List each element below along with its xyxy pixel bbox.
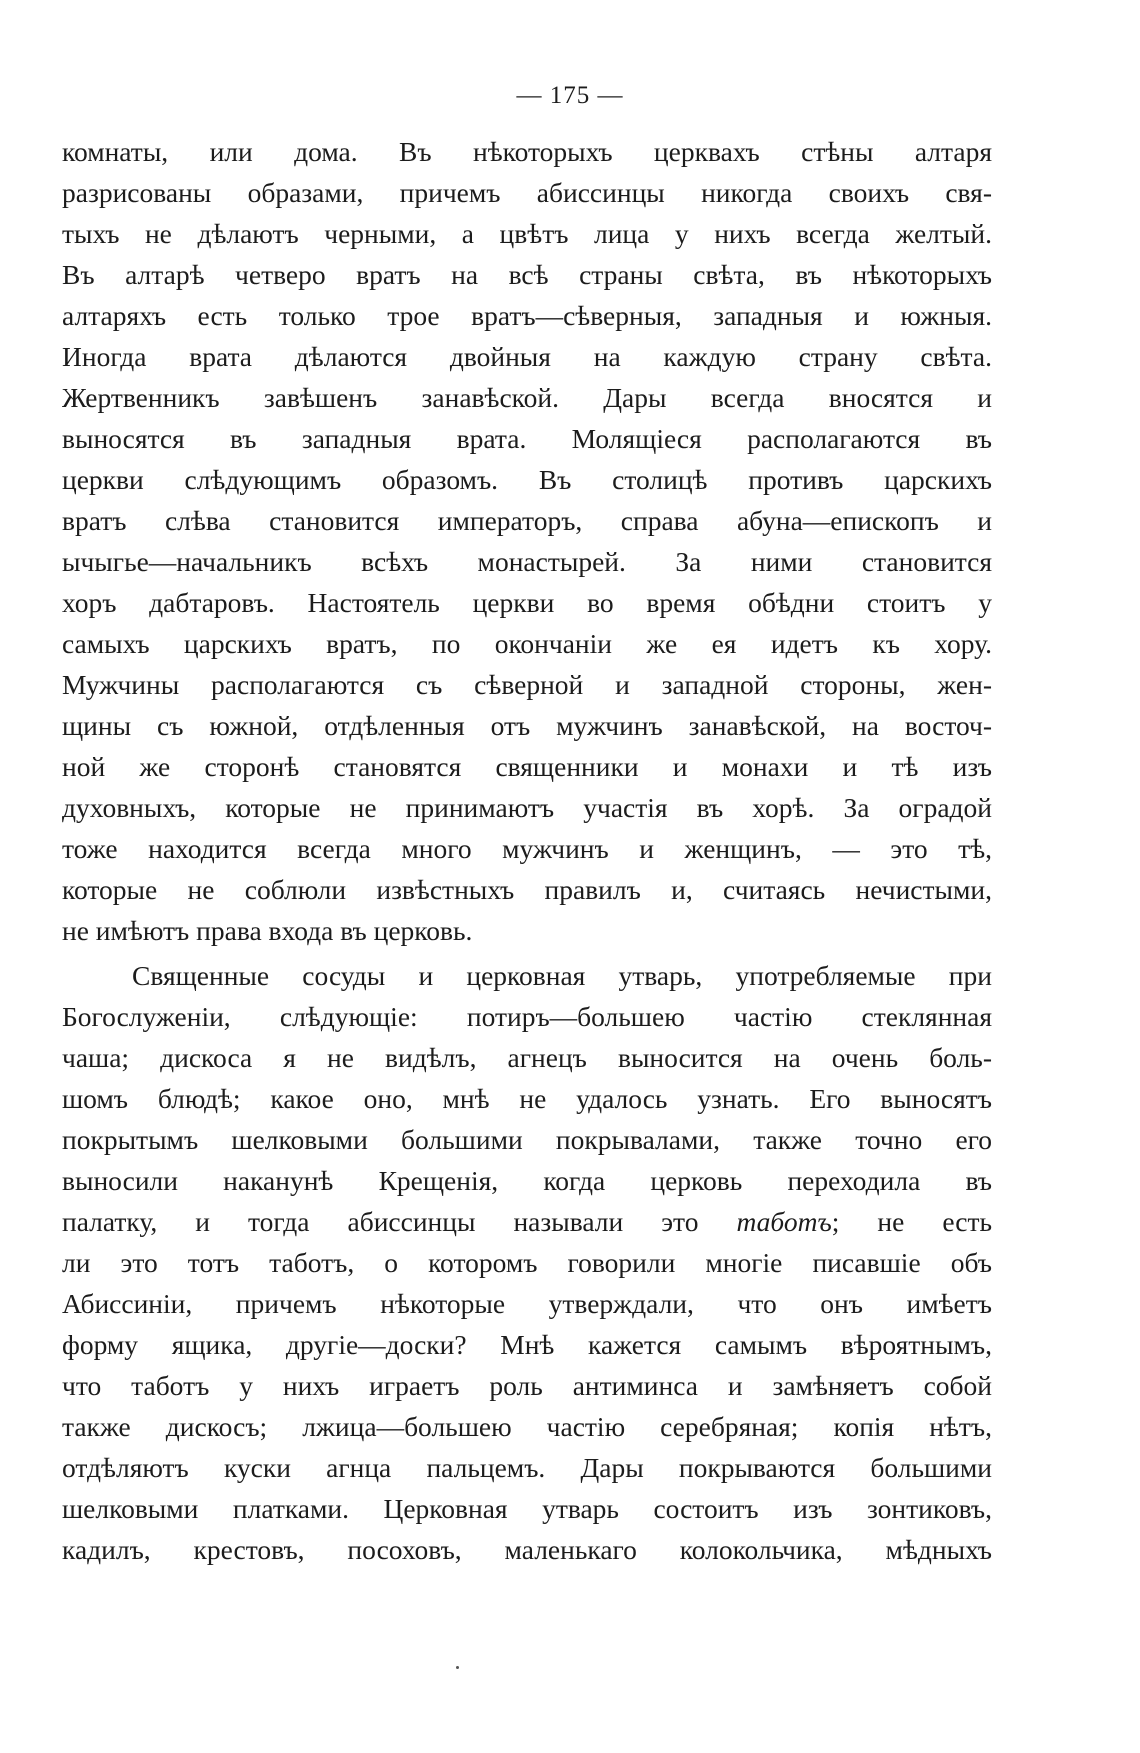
text-line: хоръ дабтаровъ. Настоятель церкви во время обѣдни стоитъ у	[62, 587, 992, 618]
text-line: Иногда врата дѣлаются двойныя на каждую страну свѣта.	[62, 341, 992, 372]
text-line: выносятся въ западныя врата. Молящіеся располагаются въ	[62, 423, 992, 454]
text-line: Въ алтарѣ четверо вратъ на всѣ страны свѣта, въ нѣкоторыхъ	[62, 259, 992, 290]
text-line: форму ящика, другіе—доски? Мнѣ кажется самымъ вѣроятнымъ,	[62, 1329, 992, 1360]
italic-term: таботъ	[736, 1206, 832, 1237]
text-line: выносили наканунѣ Крещенія, когда церковь переходила въ	[62, 1165, 992, 1196]
body-text	[62, 131, 992, 1570]
text-line: разрисованы образами, причемъ абиссинцы никогда своихъ свя-	[62, 177, 992, 208]
text-line: щины съ южной, отдѣленныя отъ мужчинъ занавѣской, на восточ-	[62, 710, 992, 741]
text-line: не имѣютъ права входа въ церковь.	[62, 915, 473, 946]
text-line: духовныхъ, которые не принимаютъ участія въ хорѣ. За оградой	[62, 792, 992, 823]
text-line: покрытымъ шелковыми большими покрывалами, также точно его	[62, 1124, 992, 1155]
text-line: ной же сторонѣ становятся священники и монахи и тѣ изъ	[62, 751, 992, 782]
text-line: ычыгье—начальникъ всѣхъ монастырей. За ними становится	[62, 546, 992, 577]
text-line: шомъ блюдѣ; какое оно, мнѣ не удалось узнать. Его выносятъ	[62, 1083, 992, 1114]
text-line: чаша; дискоса я не видѣлъ, агнецъ выносится на очень боль-	[62, 1042, 992, 1073]
text-line: которые не соблюли извѣстныхъ правилъ и, считаясь нечистыми,	[62, 874, 992, 905]
text-segment: палатку, и тогда абиссинцы называли это	[62, 1206, 699, 1237]
text-line: шелковыми платками. Церковная утварь состоитъ изъ зонтиковъ,	[62, 1493, 992, 1524]
text-line: Мужчины располагаются съ сѣверной и западной стороны, жен-	[62, 669, 992, 700]
text-line: Священные сосуды и церковная утварь, употребляемые при	[132, 960, 992, 991]
paragraph-1	[62, 131, 992, 951]
text-line: самыхъ царскихъ вратъ, по окончаніи же ея идетъ къ хору.	[62, 628, 992, 659]
text-line: ли это тотъ таботъ, о которомъ говорили многіе писавшіе объ	[62, 1247, 992, 1278]
text-line: Абиссиніи, причемъ нѣкоторые утверждали, что онъ имѣетъ	[62, 1288, 992, 1319]
text-line: церкви слѣдующимъ образомъ. Въ столицѣ противъ царскихъ	[62, 464, 992, 495]
text-line: комнаты, или дома. Въ нѣкоторыхъ церквахъ стѣны алтаря	[62, 136, 992, 167]
text-line: тыхъ не дѣлаютъ черными, а цвѣтъ лица у нихъ всегда желтый.	[62, 218, 992, 249]
text-line: Жертвенникъ завѣшенъ занавѣской. Дары всегда вносятся и	[62, 382, 992, 413]
print-speck	[456, 1666, 459, 1669]
text-line: также дискосъ; лжица—большею частію серебряная; копія нѣтъ,	[62, 1411, 992, 1442]
text-line: тоже находится всегда много мужчинъ и женщинъ, — это тѣ,	[62, 833, 992, 864]
text-line: Богослуженіи, слѣдующіе: потиръ—большею частію стеклянная	[62, 1001, 992, 1032]
text-segment: ; не есть	[831, 1206, 992, 1237]
text-line: что таботъ у нихъ играетъ роль антиминса и замѣняетъ собой	[62, 1370, 992, 1401]
text-line: отдѣляютъ куски агнца пальцемъ. Дары покрываются большими	[62, 1452, 992, 1483]
text-line: алтаряхъ есть только трое вратъ—сѣверныя, западныя и южныя.	[62, 300, 992, 331]
paragraph-2	[62, 955, 992, 1570]
text-line-with-italic	[62, 1201, 992, 1242]
text-line: вратъ слѣва становится императоръ, справа абуна—епископъ и	[62, 505, 992, 536]
text-line: кадилъ, крестовъ, посоховъ, маленькаго колокольчика, мѣдныхъ	[62, 1534, 992, 1565]
page-number: — 175 —	[516, 82, 624, 109]
